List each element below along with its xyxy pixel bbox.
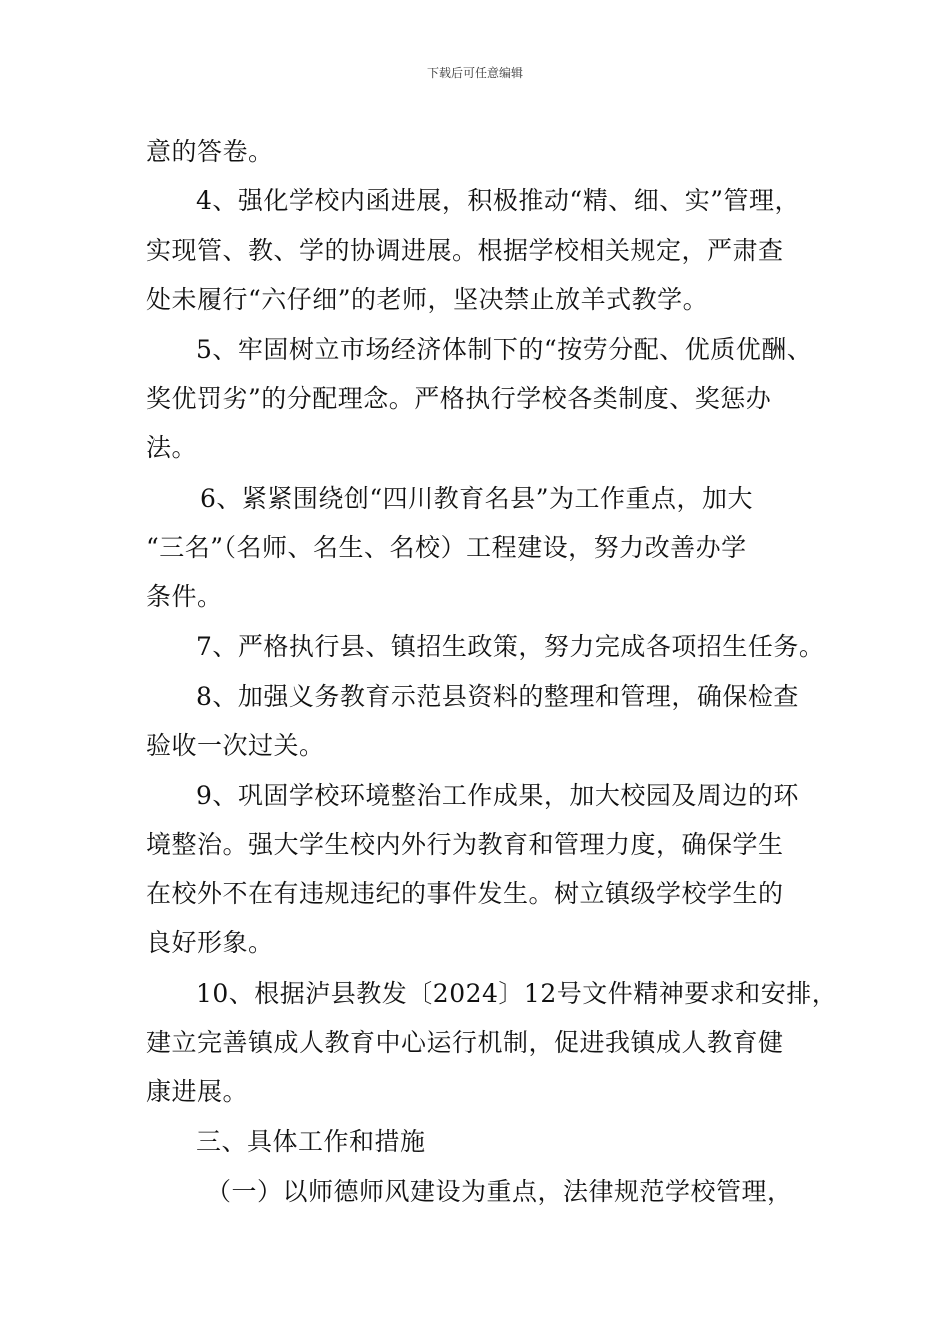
text-line: 8、加强义务教育示范县资料的整理和管理，确保检查 xyxy=(196,682,799,711)
text-line: 奖优罚劣”的分配理念。严格执行学校各类制度、奖惩办 xyxy=(146,384,772,413)
text-line: 处未履行“六仔细”的老师，坚决禁止放羊式教学。 xyxy=(146,285,709,314)
section-heading: 三、具体工作和措施 xyxy=(196,1127,426,1156)
text-line: 7、严格执行县、镇招生政策，努力完成各项招生任务。 xyxy=(196,632,825,661)
text-line: 4、强化学校内函进展，积极推动“精、细、实”管理， xyxy=(196,186,800,215)
text-line: 6、紧紧围绕创“四川教育名县”为工作重点，加大 xyxy=(200,484,753,513)
text-line: （一）以师德师风建设为重点，法律规范学校管理， xyxy=(206,1177,793,1206)
text-line: 在校外不在有违规违纪的事件发生。树立镇级学校学生的 xyxy=(146,879,784,908)
text-line: 法。 xyxy=(146,433,198,462)
text-line: 境整治。强大学生校内外行为教育和管理力度，确保学生 xyxy=(146,830,784,859)
text-line: “三名”（名师、名生、名校）工程建设，努力改善办学 xyxy=(146,533,747,562)
text-line: 实现管、教、学的协调进展。根据学校相关规定，严肃查 xyxy=(146,236,784,265)
text-line: 9、巩固学校环境整治工作成果，加大校园及周边的环 xyxy=(196,781,799,810)
text-line: 验收一次过关。 xyxy=(146,731,325,760)
page-header: 下载后可任意编辑 xyxy=(426,66,523,80)
text-line: 5、牢固树立市场经济体制下的“按劳分配、优质优酬、 xyxy=(196,335,813,364)
text-line: 条件。 xyxy=(146,582,223,611)
text-line: 建立完善镇成人教育中心运行机制，促进我镇成人教育健 xyxy=(146,1028,784,1057)
text-line: 意的答卷。 xyxy=(146,137,274,166)
text-line: 10、根据泸县教发〔2024〕12号文件精神要求和安排， xyxy=(196,979,838,1008)
text-line: 康进展。 xyxy=(146,1077,249,1106)
text-line: 良好形象。 xyxy=(146,928,274,957)
